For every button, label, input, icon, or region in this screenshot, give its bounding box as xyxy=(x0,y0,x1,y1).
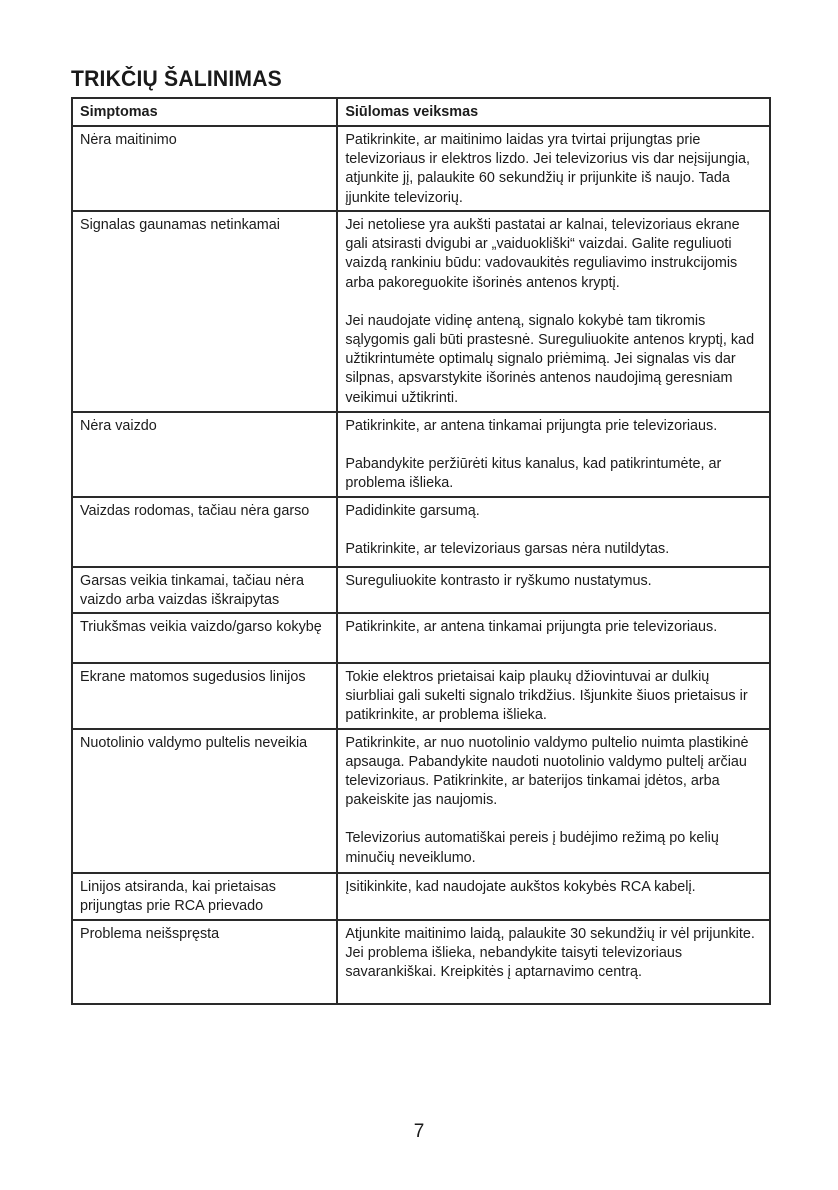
action-paragraph: Patikrinkite, ar nuo nuotolinio valdymo pultelio nuimta plastikinė apsauga. Pabandykite naudoti nuotolinio valdymo pultelį arčiau televizoriaus. Patikrinkite, ar baterijos tinkamai įdėtos, arba pakeiskite jas naujomis. xyxy=(345,734,749,809)
page-title: TRIKČIŲ ŠALINIMAS xyxy=(71,66,282,91)
symptom-cell: Garsas veikia tinkamai, tačiau nėra vaizdo arba vaizdas iškraipytas xyxy=(72,567,337,613)
action-cell xyxy=(337,613,770,663)
table-row xyxy=(72,211,770,412)
symptom-cell: Nėra maitinimo xyxy=(72,126,337,211)
symptom-cell: Linijos atsiranda, kai prietaisas prijungtas prie RCA prievado xyxy=(72,873,337,920)
action-cell xyxy=(337,126,770,211)
action-paragraph: Patikrinkite, ar antena tinkamai prijungta prie televizoriaus. xyxy=(345,418,718,434)
action-cell xyxy=(337,412,770,497)
table-row xyxy=(72,497,770,567)
action-cell xyxy=(337,920,770,1004)
table-header-row xyxy=(72,98,770,126)
action-paragraph: Įsitikinkite, kad naudojate aukštos kokybės RCA kabelį. xyxy=(345,878,696,895)
table-row xyxy=(72,412,770,497)
symptom-cell: Signalas gaunamas netinkamai xyxy=(72,211,337,412)
table-row xyxy=(72,613,770,663)
table-row xyxy=(72,920,770,1004)
table-body xyxy=(72,126,770,1004)
table-row xyxy=(72,729,770,873)
action-paragraph: Tokie elektros prietaisai kaip plaukų džiovintuvai ar dulkių siurbliai gali sukelti signalo trikdžius. Išjunkite šiuos prietaisus ir patikrinkite, ar problema išlieka. xyxy=(345,669,748,724)
symptom-cell: Nuotolinio valdymo pultelis neveikia xyxy=(72,729,337,873)
action-paragraph: Televizorius automatiškai pereis į budėjimo režimą po kelių minučių neveiklumo. xyxy=(345,830,719,866)
action-paragraph: Atjunkite maitinimo laidą, palaukite 30 sekundžių ir vėl prijunkite. Jei problema išlieka, nebandykite taisyti televizoriaus savarankiškai. Kreipkitės į aptarnavimo centrą. xyxy=(345,925,755,981)
table-row xyxy=(72,873,770,920)
action-cell xyxy=(337,211,770,412)
action-paragraph: Jei naudojate vidinę anteną, signalo kokybė tam tikromis sąlygomis gali būti prastesnė. Sureguliuokite antenos kryptį, kad užtikrintumėte optimalų signalo priėmimą. Jei signalas vis dar silpnas, apsvarstykite išorinės antenos naudojimą geresniam veikimui užtikrinti. xyxy=(345,312,755,406)
action-cell xyxy=(337,729,770,873)
table-row xyxy=(72,567,770,613)
table-row xyxy=(72,663,770,729)
symptom-cell: Nėra vaizdo xyxy=(72,412,337,497)
symptom-cell: Problema neišspręsta xyxy=(72,920,337,1004)
symptom-cell: Triukšmas veikia vaizdo/garso kokybę xyxy=(72,613,337,663)
column-header-symptom: Simptomas xyxy=(72,98,337,126)
action-cell xyxy=(337,873,770,920)
action-cell xyxy=(337,497,770,567)
action-paragraph: Padidinkite garsumą. xyxy=(345,502,480,519)
page-number: 7 xyxy=(413,1121,425,1142)
action-paragraph: Jei netoliese yra aukšti pastatai ar kalnai, televizoriaus ekrane gali atsirasti dvigubi ar „vaiduokliški“ vaizdai. Galite reguliuoti vaizdą rankiniu būdu: vadovaukitės reguliavimo instrukcijomis arba pakoreguokite išorinės antenos kryptį. xyxy=(345,217,740,291)
action-paragraph: Pabandykite peržiūrėti kitus kanalus, kad patikrintumėte, ar problema išlieka. xyxy=(345,456,722,492)
symptom-cell: Vaizdas rodomas, tačiau nėra garso xyxy=(72,497,337,567)
action-cell xyxy=(337,567,770,613)
table-row xyxy=(72,126,770,211)
action-cell xyxy=(337,663,770,729)
symptom-cell: Ekrane matomos sugedusios linijos xyxy=(72,663,337,729)
action-paragraph: Patikrinkite, ar televizoriaus garsas nėra nutildytas. xyxy=(345,540,670,557)
troubleshooting-table xyxy=(71,97,771,1005)
action-paragraph: Patikrinkite, ar maitinimo laidas yra tvirtai prijungtas prie televizoriaus ir elektros lizdo. Jei televizorius vis dar neįsijungia, atjunkite jį, palaukite 60 sekundžių ir prijunkite iš naujo. Tada įjunkite televizorių. xyxy=(345,132,751,206)
action-paragraph: Sureguliuokite kontrasto ir ryškumo nustatymus. xyxy=(345,572,652,589)
column-header-action: Siūlomas veiksmas xyxy=(337,98,770,126)
action-paragraph: Patikrinkite, ar antena tinkamai prijungta prie televizoriaus. xyxy=(345,619,718,636)
